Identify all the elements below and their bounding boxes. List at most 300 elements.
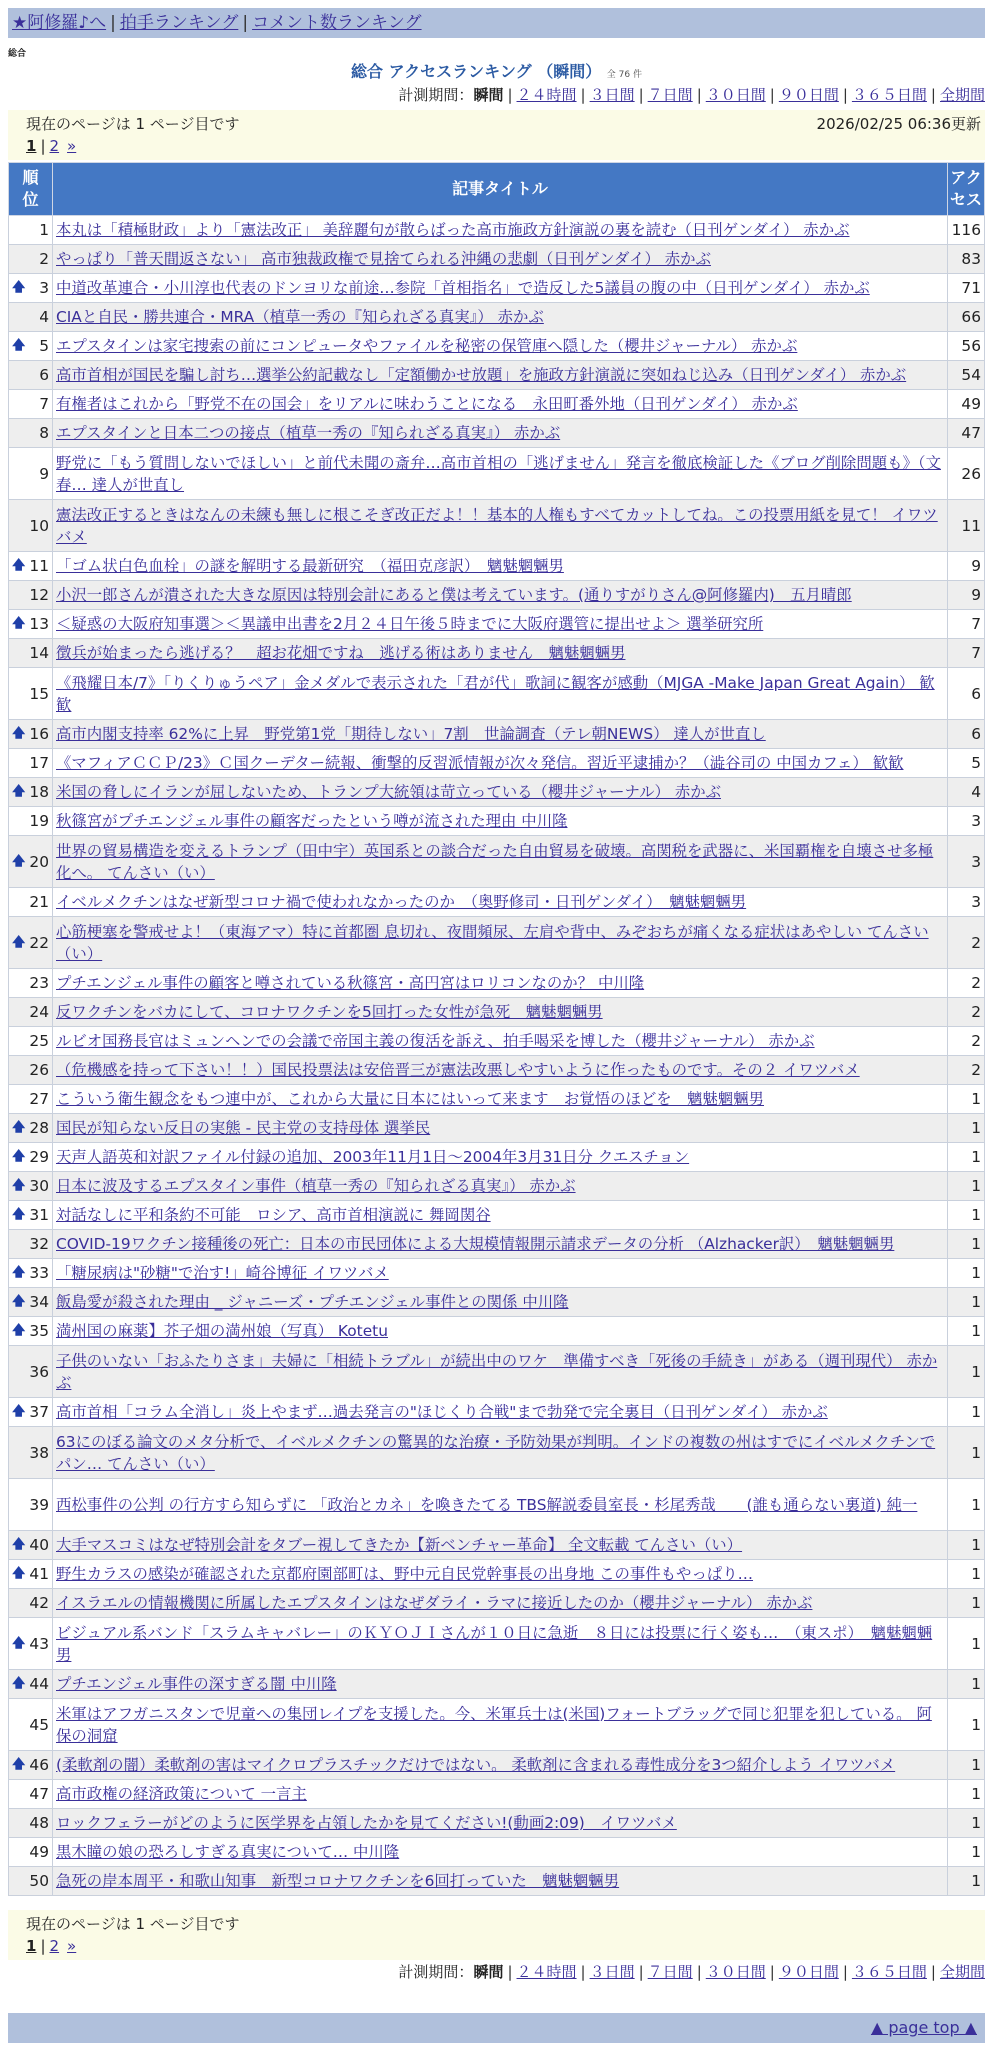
period-option-link[interactable]: ３６５日間: [851, 1963, 927, 1981]
title-cell: [53, 1288, 948, 1317]
table-row: [9, 1288, 985, 1317]
period-separator: |: [696, 86, 702, 104]
period-option-link[interactable]: ３０日間: [705, 1963, 766, 1981]
article-title-link[interactable]: プチエンジェル事件の顧客と噂されている秋篠宮・高円宮はロリコンなのか？ 中川隆: [56, 974, 645, 992]
access-count: 9: [948, 581, 985, 610]
rank-cell: [9, 390, 53, 419]
access-count: 7: [948, 610, 985, 639]
next-page-link[interactable]: »: [67, 137, 77, 155]
table-row: [9, 1560, 985, 1589]
article-title-link[interactable]: 西松事件の公判 の行方すら知らずに 「政治とカネ」を喚きたてる TBS解説委員室長・杉尾秀哉 (誰も通らない裏道) 純一: [56, 1495, 918, 1514]
period-separator: |: [507, 86, 513, 104]
access-count: 71: [948, 274, 985, 303]
table-header-row: [9, 163, 985, 216]
rank-cell: [9, 1230, 53, 1259]
period-option-link[interactable]: ９０日間: [778, 1963, 839, 1981]
nav-separator: |: [110, 13, 116, 33]
title-cell: [53, 639, 948, 668]
period-separator: |: [769, 1963, 775, 1981]
table-row: [9, 1867, 985, 1896]
access-count: 1: [948, 1085, 985, 1114]
page-link-2[interactable]: 2: [49, 137, 60, 155]
title-cell: [53, 1114, 948, 1143]
table-row: [9, 1259, 985, 1288]
access-count: 56: [948, 332, 985, 361]
rank-number: 50: [29, 1872, 49, 1890]
article-title-link[interactable]: （危機感を持って下さい！！）国民投票法は安倍晋三が憲法改悪しやすいように作ったものです。その２ イワツバメ: [56, 1061, 860, 1079]
title-cell: [53, 390, 948, 419]
table-row: [9, 1114, 985, 1143]
table-row: [9, 1317, 985, 1346]
title-cell: [53, 448, 948, 500]
rank-cell: [9, 778, 53, 807]
article-title-link[interactable]: イスラエルの情報機関に所属したエプスタインはなぜダライ・ラマに接近したのか（櫻井ジャーナル） 赤かぶ: [56, 1594, 813, 1612]
article-title-link[interactable]: 天声人語英和対訳ファイル付録の追加、2003年11月1日〜2004年3月31日分 クエスチョン: [56, 1148, 690, 1166]
article-title-link[interactable]: ルビオ国務長官はミュンヘンでの会議で帝国主義の復活を訴え、拍手喝采を博した（櫻井ジャーナル） 赤かぶ: [56, 1032, 815, 1050]
article-title-link[interactable]: 米軍はアフガニスタンで児童への集団レイプを支援した。今、米軍兵士は(米国)フォートブラッグで同じ犯罪を犯している。 阿保の洞窟: [56, 1704, 932, 1745]
access-count: 1: [948, 1699, 985, 1751]
table-row: [9, 1201, 985, 1230]
access-count: 1: [948, 1780, 985, 1809]
article-title-link[interactable]: 有権者はこれから「野党不在の国会」をリアルに味わうことになる 永田町番外地（日刊ゲンダイ） 赤かぶ: [56, 395, 798, 413]
article-title-link[interactable]: 《マフィアＣＣＰ/23》Ｃ国クーデター続報、衝撃的反習派情報が次々発信。習近平逮捕か？（澁谷司の 中国カフェ） 歓歓: [56, 754, 904, 772]
arrow-up-icon: 🡅: [12, 1323, 26, 1338]
table-row: [9, 581, 985, 610]
period-separator: |: [842, 1963, 848, 1981]
access-count: 1: [948, 1618, 985, 1670]
pager-bottom: [8, 1910, 985, 1960]
article-title-link[interactable]: 秋篠宮がプチエンジェル事件の顧客だったという噂が流された理由 中川隆: [56, 812, 568, 830]
article-title-link[interactable]: 大手マスコミはなぜ特別会計をタブー視してきたか【新ベンチャー革命】 全文転載 てんさい（い）: [56, 1536, 743, 1554]
rank-number: 6: [39, 366, 49, 384]
access-count: 47: [948, 419, 985, 448]
rank-cell: [9, 1143, 53, 1172]
access-count: 1: [948, 1259, 985, 1288]
rank-number: 11: [29, 557, 49, 575]
period-option-link[interactable]: ３日間: [589, 86, 635, 104]
rank-cell: [9, 1317, 53, 1346]
title-cell: [53, 1560, 948, 1589]
arrow-up-icon: 🡅: [12, 853, 26, 869]
rank-number: 1: [39, 221, 49, 239]
article-title-link[interactable]: COVID-19ワクチン接種後の死亡：日本の市民団体による大規模情報開示請求データの分析 （Alzhacker訳） 魑魅魍魎男: [56, 1235, 895, 1253]
period-option-link[interactable]: ３日間: [589, 1963, 635, 1981]
ranking-table: [8, 162, 985, 1896]
access-count: 1: [948, 1346, 985, 1398]
period-separator: |: [930, 86, 936, 104]
access-count: 1: [948, 1288, 985, 1317]
arrow-up-icon: 🡅: [12, 784, 26, 799]
article-title-link[interactable]: 《飛耀日本/7》「りくりゅうペア」金メダルで表示された「君が代」歌詞に観客が感動（MJGA -Make Japan Great Again） 歓歓: [56, 673, 935, 714]
clap-ranking-link[interactable]: 拍手ランキング: [119, 13, 239, 33]
rank-number: 40: [29, 1536, 49, 1554]
page-link-2[interactable]: 2: [49, 1937, 60, 1955]
article-title-link[interactable]: 高市首相が国民を騙し討ち…選挙公約記載なし「定額働かせ放題」を施政方針演説に突如ねじ込み（日刊ゲンダイ） 赤かぶ: [56, 366, 907, 384]
article-title-link[interactable]: 63にのぼる論文のメタ分析で、イベルメクチンの驚異的な治療・予防効果が判明。インドの複数の州はすでにイベルメクチンでパン… てんさい（い）: [56, 1432, 936, 1473]
rank-cell: [9, 1867, 53, 1896]
access-count: 6: [948, 668, 985, 720]
col-header-title: 記事タイトル: [53, 163, 948, 216]
table-row: [9, 500, 985, 552]
period-separator: |: [696, 1963, 702, 1981]
article-title-link[interactable]: 飯島愛が殺された理由 _ ジャニーズ・プチエンジェル事件との関係 中川隆: [56, 1293, 569, 1311]
rank-cell: [9, 610, 53, 639]
title-cell: [53, 1809, 948, 1838]
rank-cell: [9, 1201, 53, 1230]
period-option-link[interactable]: ７日間: [647, 86, 693, 104]
title-cell: [53, 1056, 948, 1085]
table-row: [9, 1751, 985, 1780]
arrow-up-icon: 🡅: [12, 558, 26, 573]
rank-cell: [9, 1560, 53, 1589]
rank-number: 16: [29, 725, 49, 743]
title-cell: [53, 419, 948, 448]
article-title-link[interactable]: 急死の岸本周平・和歌山知事 新型コロナワクチンを6回打っていた 魑魅魍魎男: [56, 1872, 620, 1890]
title-cell: [53, 778, 948, 807]
title-cell: [53, 1751, 948, 1780]
rank-number: 9: [39, 464, 49, 483]
rank-number: 38: [29, 1443, 49, 1462]
rank-number: 7: [39, 395, 49, 413]
rank-cell: [9, 216, 53, 245]
article-title-link[interactable]: CIAと自民・勝共連合・MRA（植草一秀の『知られざる真実』） 赤かぶ: [56, 308, 544, 326]
access-count: 49: [948, 390, 985, 419]
table-row: [9, 390, 985, 419]
title-cell: [53, 500, 948, 552]
arrow-up-icon: 🡅: [12, 1757, 26, 1772]
arrow-up-icon: 🡅: [12, 1149, 26, 1164]
col-header-access: アクセス: [948, 163, 985, 216]
article-title-link[interactable]: 高市内閣支持率 62%に上昇 野党第1党「期待しない」7割 世論調査（テレ朝NEWS） 達人が世直し: [56, 725, 766, 743]
updated-timestamp: 2026/02/25 06:36更新: [816, 115, 981, 133]
rank-number: 18: [29, 783, 49, 801]
table-row: [9, 807, 985, 836]
period-option-link[interactable]: ３０日間: [705, 86, 766, 104]
rank-number: 2: [39, 250, 49, 268]
rank-cell: [9, 1479, 53, 1531]
period-current: 瞬間: [473, 86, 504, 104]
rank-cell: [9, 332, 53, 361]
table-row: [9, 1780, 985, 1809]
rank-number: 33: [29, 1264, 49, 1282]
period-separator: |: [842, 86, 848, 104]
rank-cell: [9, 749, 53, 778]
period-label: 計測期間：: [398, 1963, 474, 1981]
period-separator: |: [638, 86, 644, 104]
table-row: [9, 639, 985, 668]
title-cell: [53, 1201, 948, 1230]
arrow-up-icon: 🡅: [12, 616, 26, 631]
table-row: [9, 610, 985, 639]
title-cell: [53, 1027, 948, 1056]
rank-cell: [9, 245, 53, 274]
article-title-link[interactable]: こういう衛生観念をもつ連中が、これから大量に日本にはいって来ます お覚悟のほどを 魑魅魍魎男: [56, 1090, 764, 1108]
title-cell: [53, 1589, 948, 1618]
access-count: 1: [948, 1114, 985, 1143]
article-title-link[interactable]: (柔軟剤の闇）柔軟剤の害はマイクロプラスチックだけではない。 柔軟剤に含まれる毒性成分を3つ紹介しよう イワツバメ: [56, 1756, 896, 1774]
period-option-link[interactable]: 全期間: [939, 1963, 985, 1981]
title-cell: [53, 1346, 948, 1398]
title-cell: [53, 749, 948, 778]
article-title-link[interactable]: やっぱり「普天間返さない」 高市独裁政権で見捨てられる沖縄の悲劇（日刊ゲンダイ） 赤かぶ: [56, 250, 711, 268]
title-cell: [53, 1867, 948, 1896]
rank-number: 12: [29, 586, 49, 604]
article-title-link[interactable]: 対話なしに平和条約不可能 ロシア、高市首相演説に 舞岡関谷: [56, 1206, 491, 1224]
article-title-link[interactable]: 反ワクチンをバカにして、コロナワクチンを5回打った女性が急死 魑魅魍魎男: [56, 1003, 603, 1021]
table-row: [9, 448, 985, 500]
table-row: [9, 720, 985, 749]
table-row: [9, 1398, 985, 1427]
period-option-link[interactable]: ７日間: [647, 1963, 693, 1981]
title-cell: [53, 1085, 948, 1114]
rank-number: 44: [29, 1675, 49, 1693]
rank-cell: [9, 303, 53, 332]
ranking-table-body: [9, 216, 985, 1896]
rank-number: 22: [29, 933, 49, 952]
page-title-text: 総合 アクセスランキング （瞬間）: [351, 62, 602, 81]
title-cell: [53, 1838, 948, 1867]
rank-number: 10: [29, 516, 49, 535]
arrow-up-icon: 🡅: [12, 1207, 26, 1222]
rank-number: 31: [29, 1206, 49, 1224]
title-cell: [53, 888, 948, 917]
table-row: [9, 1479, 985, 1531]
title-cell: [53, 998, 948, 1027]
period-separator: |: [580, 1963, 586, 1981]
table-row: [9, 1172, 985, 1201]
page-top-link[interactable]: ▲ page top ▲: [870, 2018, 977, 2037]
rank-cell: [9, 448, 53, 500]
rank-number: 28: [29, 1119, 49, 1137]
rank-cell: [9, 274, 53, 303]
title-cell: [53, 274, 948, 303]
access-count: 2: [948, 969, 985, 998]
rank-cell: [9, 1670, 53, 1699]
title-cell: [53, 836, 948, 888]
access-count: 9: [948, 552, 985, 581]
title-cell: [53, 1479, 948, 1531]
article-title-link[interactable]: 野党に「もう質問しないでほしい」と前代未聞の斎弁…高市首相の「逃げません」発言を徹底検証した《ブログ削除問題も》（文春… 達人が世直し: [56, 453, 941, 494]
table-row: [9, 1085, 985, 1114]
table-row: [9, 1056, 985, 1085]
category-label: 総合: [8, 49, 27, 59]
rank-cell: [9, 1809, 53, 1838]
rank-number: 21: [29, 893, 49, 911]
rank-number: 17: [29, 754, 49, 772]
period-option-link[interactable]: ９０日間: [778, 86, 839, 104]
table-row: [9, 419, 985, 448]
article-title-link[interactable]: ＜疑惑の大阪府知事選＞＜異議申出書を2月２４日午後５時までに大阪府選管に提出せよ＞ 選挙研究所: [56, 615, 764, 633]
table-row: [9, 1589, 985, 1618]
page-current: 1: [26, 137, 37, 155]
rank-cell: [9, 1398, 53, 1427]
rank-number: 30: [29, 1177, 49, 1195]
arrow-up-icon: 🡅: [12, 1265, 26, 1280]
article-title-link[interactable]: プチエンジェル事件の深すぎる闇 中川隆: [56, 1675, 337, 1693]
access-count: 6: [948, 720, 985, 749]
arrow-up-icon: 🡅: [12, 1566, 26, 1581]
table-row: [9, 274, 985, 303]
total-count: 全 76 件: [606, 70, 642, 80]
title-cell: [53, 668, 948, 720]
article-title-link[interactable]: 小沢一郎さんが潰された大きな原因は特別会計にあると僕は考えています。(通りすがりさん@阿修羅内) 五月晴郎: [56, 586, 852, 604]
title-cell: [53, 1317, 948, 1346]
title-cell: [53, 1670, 948, 1699]
arrow-up-icon: 🡅: [12, 1635, 26, 1651]
period-option-link[interactable]: 全期間: [939, 86, 985, 104]
access-count: 2: [948, 1027, 985, 1056]
access-count: 116: [948, 216, 985, 245]
period-separator: |: [580, 86, 586, 104]
table-row: [9, 1230, 985, 1259]
title-cell: [53, 1531, 948, 1560]
article-title-link[interactable]: 心筋梗塞を警戒せよ！（東海アマ）特に首都圏 息切れ、夜間頻尿、左肩や背中、みぞおちが痛くなる症状はあやしい てんさい（い）: [56, 922, 929, 963]
rank-number: 3: [39, 279, 49, 297]
period-option-link[interactable]: ２４時間: [516, 86, 577, 104]
table-row: [9, 917, 985, 969]
article-title-link[interactable]: エプスタインと日本二つの接点（植草一秀の『知られざる真実』） 赤かぶ: [56, 424, 561, 442]
rank-cell: [9, 917, 53, 969]
arrow-up-icon: 🡅: [12, 1676, 26, 1691]
title-cell: [53, 1699, 948, 1751]
rank-cell: [9, 1589, 53, 1618]
comment-ranking-link[interactable]: コメント数ランキング: [252, 13, 422, 33]
col-header-rank: 順位: [9, 163, 53, 216]
rank-cell: [9, 1288, 53, 1317]
title-cell: [53, 610, 948, 639]
period-option-link[interactable]: ２４時間: [516, 1963, 577, 1981]
article-title-link[interactable]: 日本に波及するエプスタイン事件（植草一秀の『知られざる真実』） 赤かぶ: [56, 1177, 576, 1195]
table-row: [9, 1346, 985, 1398]
rank-cell: [9, 1114, 53, 1143]
article-title-link[interactable]: 高市政権の経済政策について 一言主: [56, 1785, 307, 1803]
table-row: [9, 1670, 985, 1699]
title-cell: [53, 720, 948, 749]
access-count: 3: [948, 836, 985, 888]
table-row: [9, 1699, 985, 1751]
rank-number: 27: [29, 1090, 49, 1108]
period-option-link[interactable]: ３６５日間: [851, 86, 927, 104]
article-title-link[interactable]: 本丸は「積極財政」より「憲法改正」 美辞麗句が散らばった高市施政方針演説の裏を読む（日刊ゲンダイ） 赤かぶ: [56, 221, 850, 239]
rank-number: 24: [29, 1003, 49, 1021]
rank-cell: [9, 552, 53, 581]
rank-number: 45: [29, 1715, 49, 1734]
access-count: 1: [948, 1317, 985, 1346]
article-title-link[interactable]: 黒木瞳の娘の恐ろしすぎる真実について… 中川隆: [56, 1843, 400, 1861]
period-separator: |: [638, 1963, 644, 1981]
article-title-link[interactable]: イベルメクチンはなぜ新型コロナ禍で使われなかったのか （奥野修司・日刊ゲンダイ） 魑魅魍魎男: [56, 893, 747, 911]
article-title-link[interactable]: エプスタインは家宅捜索の前にコンピュータやファイルを秘密の保管庫へ隠した（櫻井ジャーナル） 赤かぶ: [56, 337, 798, 355]
article-title-link[interactable]: 「ゴム状白色血栓」の謎を解明する最新研究 （福田克彦訳） 魑魅魍魎男: [56, 557, 564, 575]
access-count: 54: [948, 361, 985, 390]
title-cell: [53, 969, 948, 998]
rank-number: 43: [29, 1634, 49, 1653]
arrow-up-icon: 🡅: [12, 1178, 26, 1193]
rank-number: 39: [29, 1495, 49, 1514]
rank-number: 32: [29, 1235, 49, 1253]
table-row: [9, 1427, 985, 1479]
access-count: 11: [948, 500, 985, 552]
title-cell: [53, 807, 948, 836]
access-count: 1: [948, 1670, 985, 1699]
rank-number: 20: [29, 852, 49, 871]
next-page-link[interactable]: »: [67, 1937, 77, 1955]
rank-cell: [9, 836, 53, 888]
rank-cell: [9, 1838, 53, 1867]
pager-top: [8, 110, 985, 160]
title-cell: [53, 1230, 948, 1259]
rank-number: 46: [29, 1756, 49, 1774]
access-count: 5: [948, 749, 985, 778]
page-links: 1 | 2 »: [26, 137, 77, 155]
article-title-link[interactable]: 徴兵が始まったら逃げる？ 超お花畑ですね 逃げる術はありません 魑魅魍魎男: [56, 644, 626, 662]
article-title-link[interactable]: 「糖尿病は"砂糖"で治す!」崎谷博征 イワツバメ: [56, 1264, 389, 1282]
nav-separator: |: [242, 13, 249, 33]
title-cell: [53, 1780, 948, 1809]
rank-number: 34: [29, 1293, 49, 1311]
rank-cell: [9, 1346, 53, 1398]
rank-cell: [9, 1618, 53, 1670]
access-count: 1: [948, 1427, 985, 1479]
article-title-link[interactable]: ロックフェラーがどのように医学界を占領したかを見てください!(動画2:09) イワツバメ: [56, 1814, 677, 1832]
rank-number: 41: [29, 1565, 49, 1583]
rank-cell: [9, 500, 53, 552]
rank-cell: [9, 1172, 53, 1201]
access-count: 1: [948, 1201, 985, 1230]
article-title-link[interactable]: 憲法改正するときはなんの未練も無しに根こそぎ改正だよ！！基本的人権もすべてカットしてね。この投票用紙を見て！ イワツバメ: [56, 505, 938, 546]
rank-number: 26: [29, 1061, 49, 1079]
access-count: 83: [948, 245, 985, 274]
article-title-link[interactable]: 国民が知らない反日の実態 - 民主党の支持母体 選挙民: [56, 1119, 431, 1137]
article-title-link[interactable]: 野生カラスの感染が確認された京都府園部町は、野中元自民党幹事長の出身地 この事件もやっぱり…: [56, 1565, 754, 1583]
arrow-up-icon: 🡅: [12, 1537, 26, 1552]
home-link[interactable]: ★阿修羅♪へ: [12, 13, 107, 33]
title-cell: [53, 332, 948, 361]
article-title-link[interactable]: ビジュアル系バンド「スラムキャバレー」のＫＹＯＪＩさんが１０日に急逝 ８日には投票に行く姿も… （東スポ） 魑魅魍魎男: [56, 1623, 933, 1664]
article-title-link[interactable]: 米国の脅しにイランが屈しないため、トランプ大統領は苛立っている（櫻井ジャーナル） 赤かぶ: [56, 783, 721, 801]
access-count: 66: [948, 303, 985, 332]
rank-cell: [9, 1427, 53, 1479]
article-title-link[interactable]: 高市首相「コラム全消し」炎上やまず…過去発言の"ほじくり合戦"まで勃発で完全裏目（日刊ゲンダイ） 赤かぶ: [56, 1403, 828, 1421]
access-count: 1: [948, 1531, 985, 1560]
title-cell: [53, 1398, 948, 1427]
access-count: 1: [948, 1809, 985, 1838]
article-title-link[interactable]: 中道改革連合・小川淳也代表のドンヨリな前途…参院「首相指名」で造反した5議員の腹の中（日刊ゲンダイ） 赤かぶ: [56, 279, 870, 297]
page-links: 1 | 2 »: [26, 1937, 77, 1955]
article-title-link[interactable]: 満州国の麻薬】芥子畑の満州娘（写真） Kotetu: [56, 1322, 388, 1340]
rank-cell: [9, 1780, 53, 1809]
rank-cell: [9, 361, 53, 390]
table-row: [9, 361, 985, 390]
access-count: 1: [948, 1838, 985, 1867]
rank-number: 37: [29, 1403, 49, 1421]
rank-number: 25: [29, 1032, 49, 1050]
access-count: 2: [948, 917, 985, 969]
article-title-link[interactable]: 子供のいない「おふたりさま」夫婦に「相続トラブル」が続出中のワケ 準備すべき「死後の手続き」がある（週刊現代） 赤かぶ: [56, 1351, 938, 1392]
access-count: 7: [948, 639, 985, 668]
rank-cell: [9, 1027, 53, 1056]
rank-number: 47: [29, 1785, 49, 1803]
access-count: 2: [948, 1056, 985, 1085]
period-selector-bottom: [398, 1961, 985, 1983]
current-page-text: 現在のページは 1 ページ目です: [26, 1915, 240, 1933]
title-cell: [53, 1618, 948, 1670]
table-row: [9, 836, 985, 888]
table-row: [9, 1838, 985, 1867]
article-title-link[interactable]: 世界の貿易構造を変えるトランプ（田中宇）英国系との談合だった自由貿易を破壊。高関税を武器に、米国覇権を自壊させ多極化へ。 てんさい（い）: [56, 841, 934, 882]
arrow-up-icon: 🡅: [12, 934, 26, 950]
period-separator: |: [507, 1963, 513, 1981]
